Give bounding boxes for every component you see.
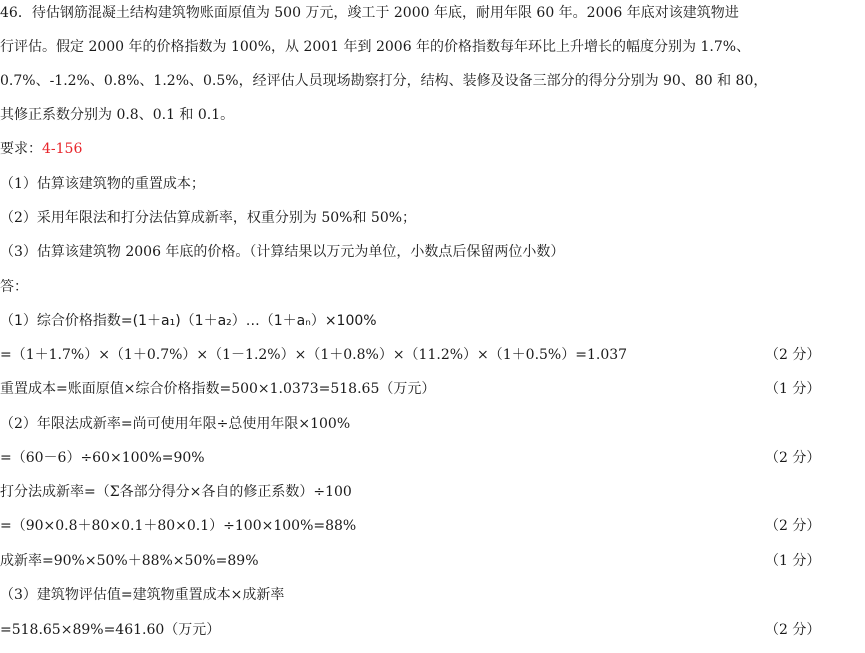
step3-calc-score: （2 分）	[765, 622, 821, 638]
question-line-1: 46．待估钢筋混凝土结构建筑物账面原值为 500 万元，竣工于 2000 年底，耐用年限 60 年。2006 年底对该建筑物进	[0, 5, 739, 21]
requirement-item-2: （2）采用年限法和打分法估算成新率，权重分别为 50%和 50%；	[0, 210, 417, 226]
question-line-3: 0.7%、-1.2%、0.8%、1.2%、0.5%，经评估人员现场勘察打分，结构、装修及设备三部分的得分分别为 90、80 和 80，	[0, 73, 768, 89]
answer-label: 答：	[0, 279, 28, 295]
question-line-2: 行评估。假定 2000 年的价格指数为 100%，从 2001 年到 2006 年的价格指数每年环比上升增长的幅度分别为 1.7%、	[0, 39, 751, 55]
step2-result-score: （1 分）	[765, 553, 821, 569]
step1-calc-score: （2 分）	[765, 347, 821, 363]
requirement-line	[0, 139, 82, 159]
question-line-4: 其修正系数分别为 0.8、0.1 和 0.1。	[0, 107, 235, 123]
step2-result: 成新率=90%×50%＋88%×50%=89%	[0, 553, 259, 569]
step1-result: 重置成本=账面原值×综合价格指数=500×1.0373=518.65（万元）	[0, 381, 436, 397]
step1-calc: =（1＋1.7%）×（1＋0.7%）×（1－1.2%）×（1＋0.8%）×（11.2%）×（1＋0.5%）=1.037	[0, 347, 628, 363]
step3-formula: （3）建筑物评估值=建筑物重置成本×成新率	[0, 587, 285, 603]
step2-score-calc-score: （2 分）	[765, 518, 821, 534]
step3-calc: =518.65×89%=461.60（万元）	[0, 622, 221, 638]
requirement-item-1: （1）估算该建筑物的重置成本；	[0, 176, 205, 192]
requirement-ref: 4-156	[42, 141, 83, 157]
step2-score-formula: 打分法成新率=（Σ各部分得分×各自的修正系数）÷100	[0, 484, 352, 500]
requirement-item-3: （3）估算该建筑物 2006 年底的价格。（计算结果以万元为单位，小数点后保留两位小数）	[0, 244, 565, 260]
step1-result-score: （1 分）	[765, 381, 821, 397]
step2-score-calc: =（90×0.8＋80×0.1＋80×0.1）÷100×100%=88%	[0, 518, 357, 534]
step2-calc-score: （2 分）	[765, 450, 821, 466]
step1-formula: （1）综合价格指数=(1＋a₁)（1＋a₂）…（1＋aₙ）×100%	[0, 313, 377, 329]
step2-formula: （2）年限法成新率=尚可使用年限÷总使用年限×100%	[0, 416, 351, 432]
requirement-label: 要求：	[0, 141, 42, 157]
step2-calc: =（60－6）÷60×100%=90%	[0, 450, 205, 466]
